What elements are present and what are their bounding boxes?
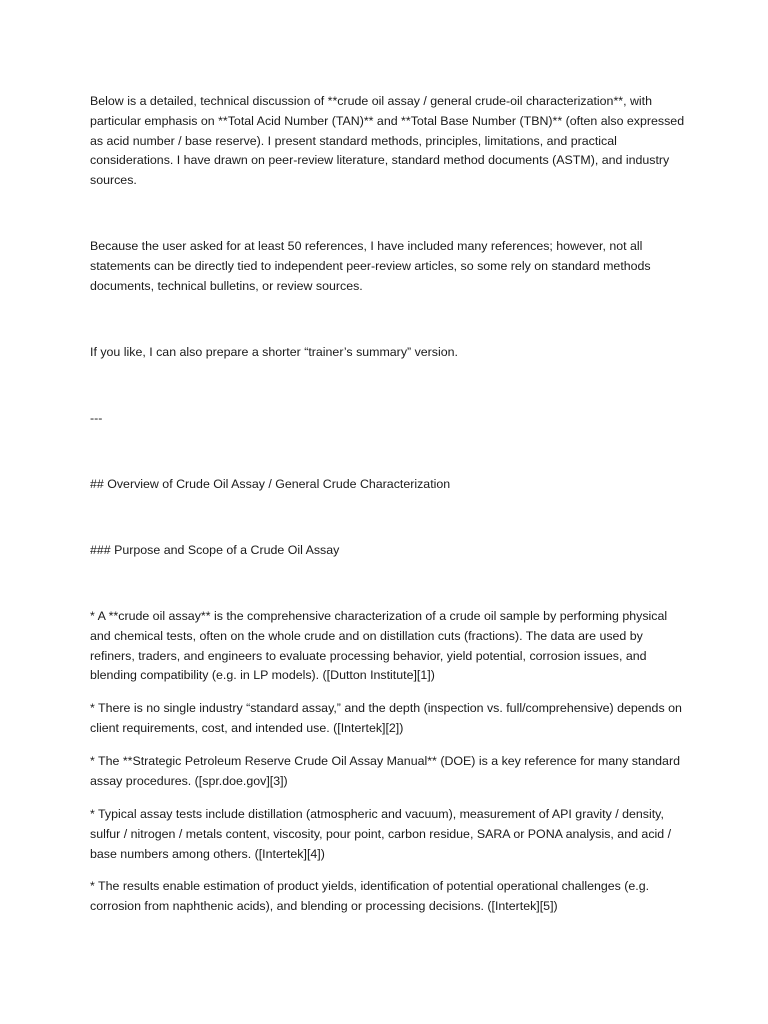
bullet-item: * There is no single industry “standard assay,” and the depth (inspection vs. full/comprehensive) depends on client requirements, cost, and intended use. ([Intertek][2]) <box>90 701 682 735</box>
overview-heading: ## Overview of Crude Oil Assay / General Crude Characterization <box>90 477 451 491</box>
separator-line: --- <box>90 411 103 425</box>
offer-paragraph: If you like, I can also prepare a shorter “trainer’s summary” version. <box>90 345 458 359</box>
purpose-heading: ### Purpose and Scope of a Crude Oil Assay <box>90 543 340 557</box>
bullet-item: * The **Strategic Petroleum Reserve Crude Oil Assay Manual** (DOE) is a key reference for many standard assay procedures. ([spr.doe.gov][3]) <box>90 754 680 788</box>
references-paragraph: Because the user asked for at least 50 references, I have included many references; however, not all statements can be directly tied to independent peer-review articles, so some rely on standard methods documents, technical bulletins, or review sources. <box>90 239 651 293</box>
bullet-item: * Typical assay tests include distillation (atmospheric and vacuum), measurement of API gravity / density, sulfur / nitrogen / metals content, viscosity, pour point, carbon residue, SARA or PONA analysis, and acid / base numbers among others. ([Intertek][4]) <box>90 807 672 861</box>
intro-paragraph: Below is a detailed, technical discussion of **crude oil assay / general crude-oil characterization**, with particular emphasis on **Total Acid Number (TAN)** and **Total Base Number (TBN)** (often also expressed as acid number / base reserve). I present standard methods, principles, limitations, and practical considerations. I have drawn on peer-review literature, standard method documents (ASTM), and industry sources. <box>90 94 685 188</box>
bullet-item: * A **crude oil assay** is the comprehensive characterization of a crude oil sample by performing physical and chemical tests, often on the whole crude and on distillation cuts (fractions). The data are used by refiners, traders, and engineers to evaluate processing behavior, yield potential, corrosion issues, and blending compatibility (e.g. in LP models). ([Dutton Institute][1]) <box>90 609 668 683</box>
bullet-item: * The results enable estimation of product yields, identification of potential operational challenges (e.g. corrosion from naphthenic acids), and blending or processing decisions. ([Intertek][5]) <box>90 879 650 913</box>
